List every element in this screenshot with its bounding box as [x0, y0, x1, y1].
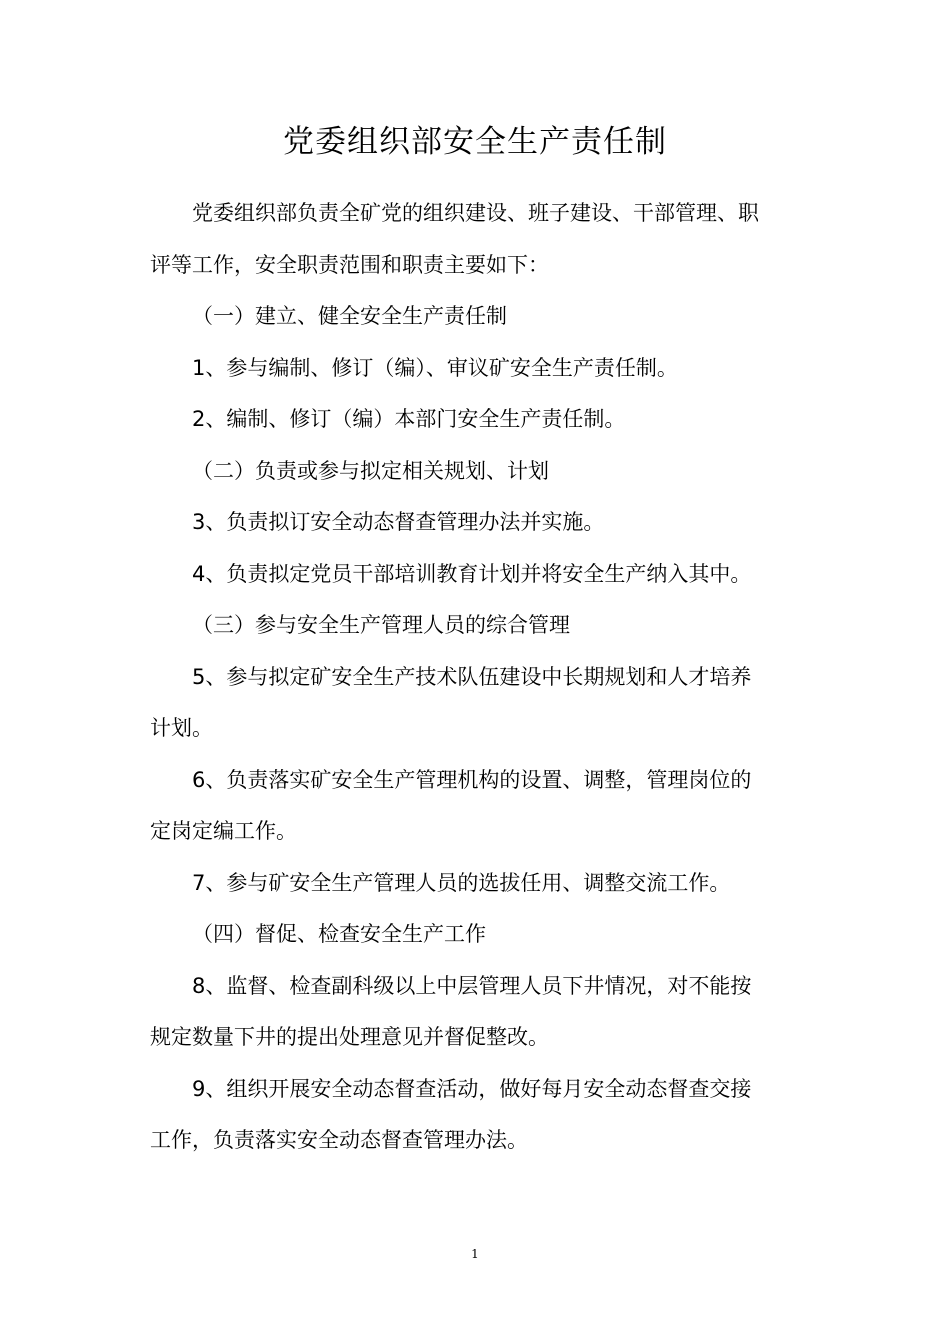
document-body: [150, 188, 798, 1167]
list-item-continuation: 规定数量下井的提出处理意见并督促整改。: [150, 1025, 549, 1049]
list-item: 8、监督、检查副科级以上中层管理人员下井情况，对不能按: [192, 973, 752, 998]
section-heading: （三）参与安全生产管理人员的综合管理: [192, 613, 570, 637]
list-item-continuation: 工作，负责落实安全动态督查管理办法。: [150, 1128, 528, 1152]
paragraph-line: 评等工作，安全职责范围和职责主要如下：: [150, 252, 549, 277]
list-item: 6、负责落实矿安全生产管理机构的设置、调整，管理岗位的: [192, 767, 752, 792]
paragraph-line: 党委组织部负责全矿党的组织建设、班子建设、干部管理、职: [192, 201, 759, 225]
section-heading: （二）负责或参与拟定相关规划、计划: [192, 458, 549, 483]
list-item: 9、组织开展安全动态督查活动，做好每月安全动态督查交接: [192, 1076, 752, 1101]
document-title: 党委组织部安全生产责任制: [283, 124, 667, 160]
list-item-continuation: 计划。: [150, 716, 213, 740]
list-item-continuation: 定岗定编工作。: [150, 819, 297, 843]
list-item: 2、编制、修订（编）本部门安全生产责任制。: [192, 407, 626, 431]
section-heading: （一）建立、健全安全生产责任制: [192, 304, 507, 328]
page-number: 1: [471, 1247, 479, 1261]
section-heading: （四）督促、检查安全生产工作: [192, 922, 486, 946]
list-item: 1、参与编制、修订（编）、审议矿安全生产责任制。: [192, 355, 678, 380]
list-item: 5、参与拟定矿安全生产技术队伍建设中长期规划和人才培养: [192, 664, 752, 689]
list-item: 3、负责拟订安全动态督查管理办法并实施。: [192, 510, 605, 534]
list-item: 7、参与矿安全生产管理人员的选拔任用、调整交流工作。: [192, 870, 731, 895]
list-item: 4、负责拟定党员干部培训教育计划并将安全生产纳入其中。: [192, 561, 752, 586]
